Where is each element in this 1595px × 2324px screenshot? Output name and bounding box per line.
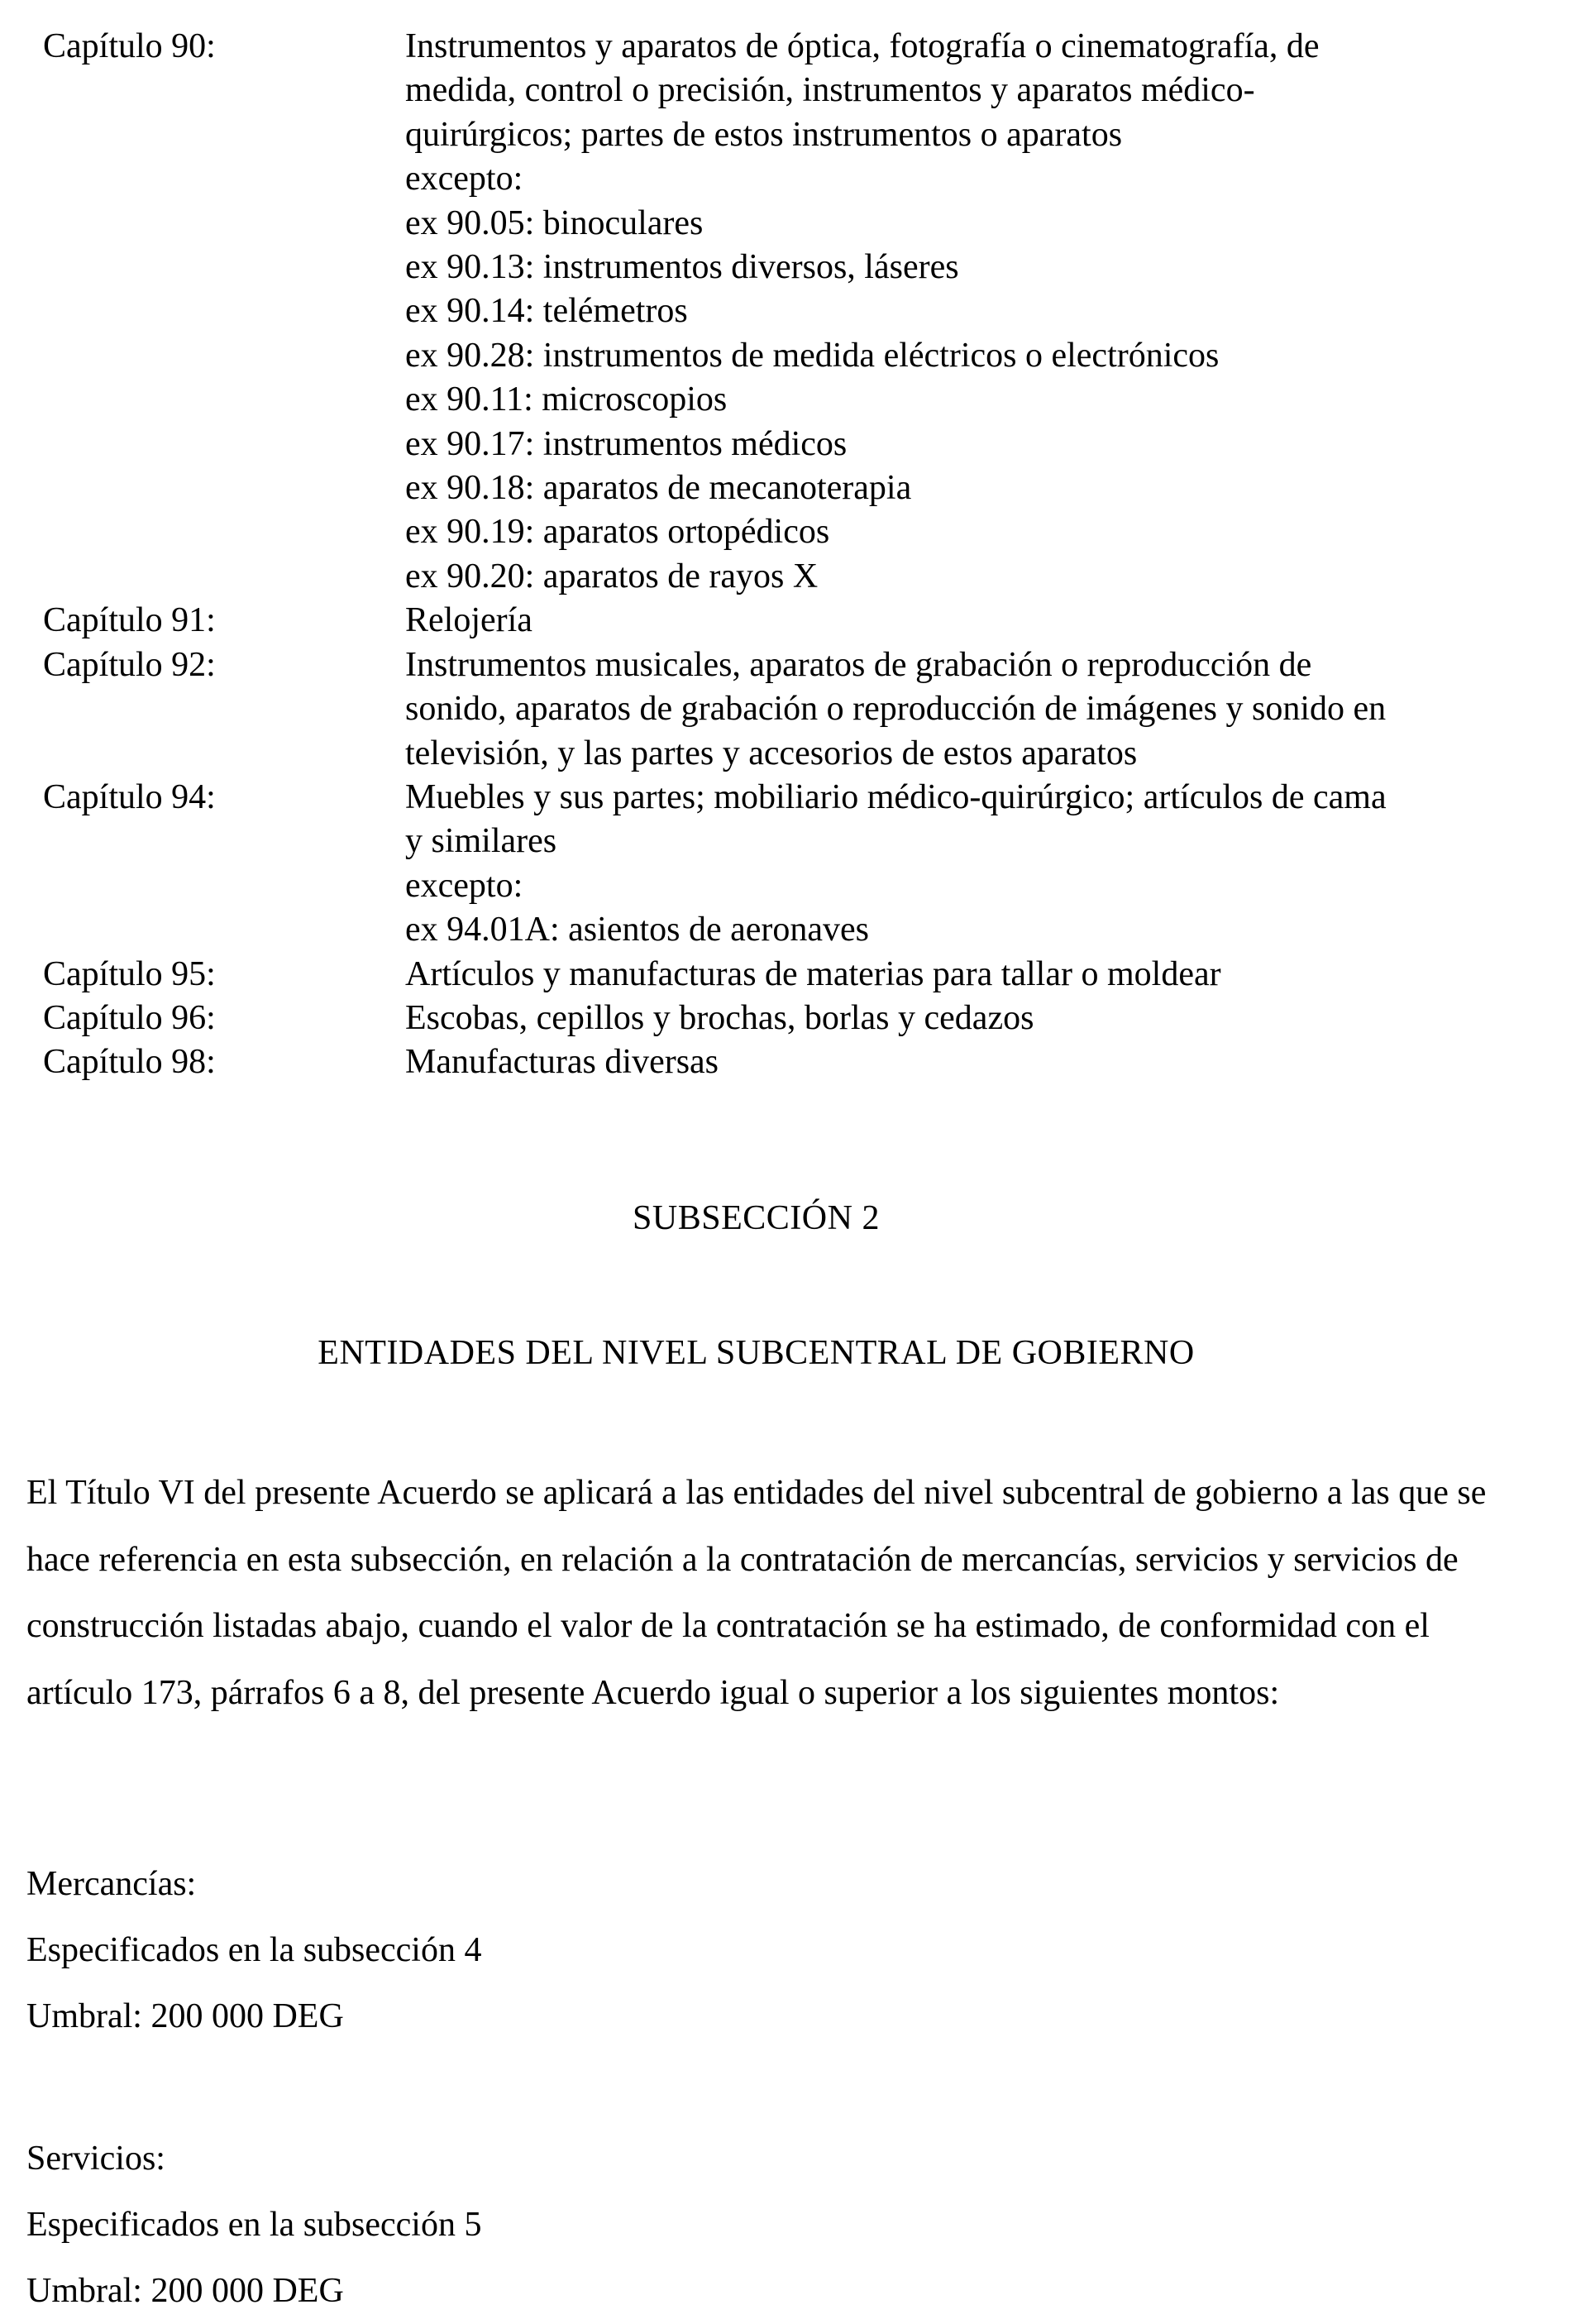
exception-item: ex 90.20: aparatos de rayos X <box>405 557 819 595</box>
subsection-heading: SUBSECCIÓN 2 <box>633 1199 880 1237</box>
services-label: Servicios: <box>26 2140 165 2178</box>
chapter-body <box>405 776 1530 953</box>
except-label: excepto: <box>405 160 523 198</box>
exception-item: ex 90.05: binoculares <box>405 203 704 242</box>
chapter-label: Capítulo 90: <box>43 27 216 65</box>
goods-threshold-block <box>26 1851 1019 2049</box>
exception-item: ex 90.14: telémetros <box>405 292 688 331</box>
chapter-body <box>405 997 1530 1040</box>
chapter-row-96 <box>43 997 1531 1040</box>
chapter-description-line: Relojería <box>405 601 532 640</box>
chapter-description-line: Instrumentos musicales, aparatos de grabación o reproducción de <box>405 645 1312 684</box>
chapter-row-94 <box>43 776 1531 953</box>
exception-item: ex 90.28: instrumentos de medida eléctricos o electrónicos <box>405 336 1220 375</box>
chapter-body <box>405 599 1530 643</box>
chapter-body <box>405 953 1530 997</box>
goods-threshold: Umbral: 200 000 DEG <box>26 1997 344 2035</box>
chapter-body <box>405 1040 1530 1084</box>
except-label: excepto: <box>405 866 523 905</box>
chapter-description-line: sonido, aparatos de grabación o reproducción de imágenes y sonido en <box>405 690 1387 729</box>
chapter-label: Capítulo 94: <box>43 777 216 816</box>
chapter-label: Capítulo 95: <box>43 954 216 993</box>
goods-specified: Especificados en la subsección 4 <box>26 1931 482 1969</box>
chapter-description-line: medida, control o precisión, instrumentos y aparatos médico- <box>405 71 1255 110</box>
chapter-body <box>405 643 1530 776</box>
intro-paragraph: El Título VI del presente Acuerdo se aplicará a las entidades del nivel subcentral de gobierno a las que se hace referencia en esta subsección, en relación a la contratación de mercancías, servicios y servicios de construcción listadas abajo, cuando el valor de la contratación se ha estimado, de conformidad con el artículo 173, párrafos 6 a 8, del presente Acuerdo igual o superior a los siguientes montos: <box>26 1474 1487 1712</box>
exception-item: ex 90.18: aparatos de mecanoterapia <box>405 469 912 508</box>
exception-item: ex 90.19: aparatos ortopédicos <box>405 513 830 552</box>
services-specified: Especificados en la subsección 5 <box>26 2206 482 2244</box>
chapter-description-line: Artículos y manufacturas de materias para tallar o moldear <box>405 954 1221 993</box>
chapter-row-92 <box>43 643 1531 776</box>
goods-label: Mercancías: <box>26 1865 197 1903</box>
services-threshold: Umbral: 200 000 DEG <box>26 2272 344 2310</box>
chapter-description-line: y similares <box>405 822 557 861</box>
chapter-description-line: Escobas, cepillos y brochas, borlas y cedazos <box>405 998 1034 1037</box>
chapter-label: Capítulo 92: <box>43 645 216 684</box>
exception-item: ex 90.13: instrumentos diversos, láseres <box>405 248 959 287</box>
exception-item: ex 94.01A: asientos de aeronaves <box>405 911 869 949</box>
chapter-row-91 <box>43 599 1531 643</box>
chapter-row-90 <box>43 25 1531 599</box>
services-threshold-block <box>26 2126 1019 2324</box>
entities-heading: ENTIDADES DEL NIVEL SUBCENTRAL DE GOBIERNO <box>318 1334 1195 1372</box>
chapter-label: Capítulo 98: <box>43 1043 216 1082</box>
chapter-label: Capítulo 96: <box>43 998 216 1037</box>
chapter-row-95 <box>43 953 1531 997</box>
chapter-description-line: Instrumentos y aparatos de óptica, fotografía o cinematografía, de <box>405 27 1320 65</box>
exception-item: ex 90.11: microscopios <box>405 380 728 419</box>
chapter-body <box>405 25 1530 599</box>
chapter-description-line: Manufacturas diversas <box>405 1043 719 1082</box>
chapter-description-line: televisión, y las partes y accesorios de estos aparatos <box>405 734 1138 772</box>
chapter-description-line: Muebles y sus partes; mobiliario médico-quirúrgico; artículos de cama <box>405 777 1387 816</box>
exception-item: ex 90.17: instrumentos médicos <box>405 424 848 463</box>
chapter-row-98 <box>43 1040 1531 1084</box>
chapter-label: Capítulo 91: <box>43 601 216 640</box>
chapter-list <box>43 25 1531 1085</box>
chapter-description-line: quirúrgicos; partes de estos instrumentos o aparatos <box>405 115 1123 154</box>
